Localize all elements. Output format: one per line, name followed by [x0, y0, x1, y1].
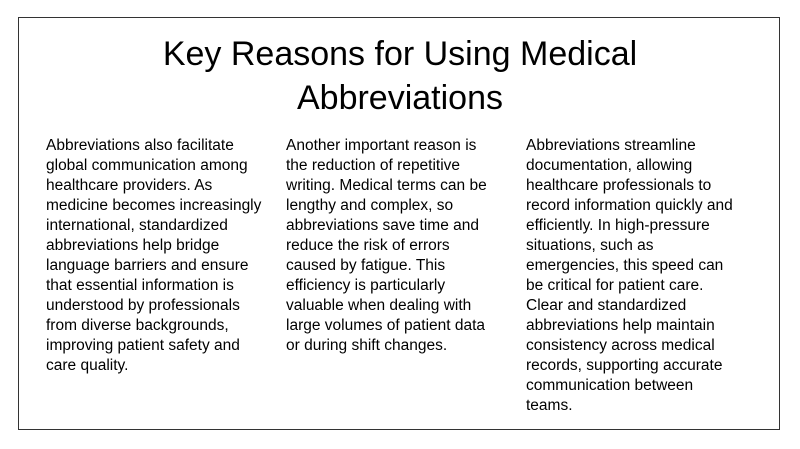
slide	[18, 17, 780, 430]
column-text-1: Abbreviations also facilitate global communication among healthcare providers. As medicine becomes increasingly international, standardized abbreviations help bridge language barriers and ensure that essential information is understood by professionals from diverse backgrounds, improving patient safety and care quality.	[46, 137, 262, 374]
column-text-2: Another important reason is the reduction of repetitive writing. Medical terms can be lengthy and complex, so abbreviations save time and reduce the risk of errors caused by fatigue. This efficiency is particularly valuable when dealing with large volumes of patient data or during shift changes.	[286, 137, 487, 354]
slide-title: Key Reasons for Using Medical Abbreviations	[162, 35, 638, 117]
column-text-3: Abbreviations streamline documentation, allowing healthcare professionals to record information quickly and efficiently. In high-pressure situations, such as emergencies, this speed can be critical for patient care. Clear and standardized abbreviations help maintain consistency across medical records, supporting accurate communication between teams.	[526, 137, 733, 414]
